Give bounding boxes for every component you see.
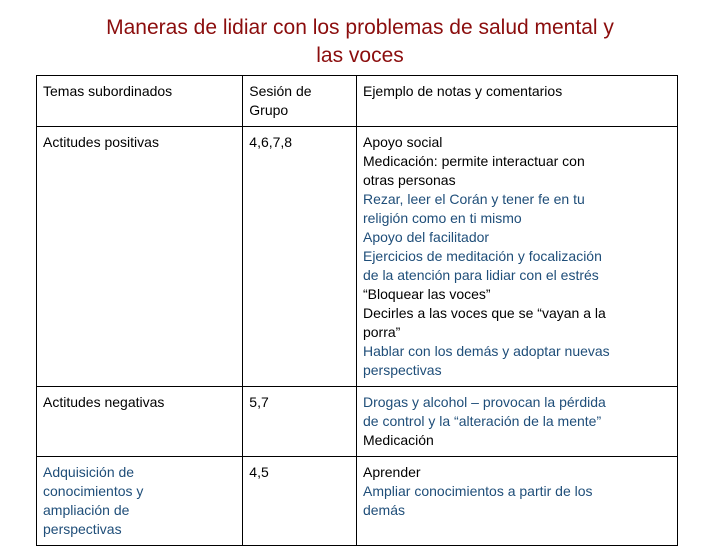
note-line: Apoyo social [362,134,443,150]
notes-cell [356,127,677,387]
table-row [37,387,678,457]
notes-cell [356,457,677,546]
session-text: 5,7 [249,394,269,410]
theme-text: Actitudes negativas [43,394,165,410]
note-line: de control y la “alteración de la mente” [362,413,602,429]
header-themes-label: Temas subordinados [43,83,173,99]
header-cell-session [243,76,357,127]
note-line: Medicación [362,432,434,448]
note-line: perspectivas [362,362,442,378]
session-cell [243,457,357,546]
header-cell-notes [356,76,677,127]
session-cell [243,127,357,387]
note-line: Aprender [362,464,421,480]
note-line: demás [362,502,406,518]
note-line: “Bloquear las voces” [362,286,491,302]
note-line: Medicación: permite interactuar con [362,153,585,169]
header-session-label-2: Grupo [249,102,289,118]
note-line: Ejercicios de meditación y focalización [362,248,602,264]
table-row [37,127,678,387]
page-title [30,14,690,70]
note-line: religión como en ti mismo [362,210,522,226]
header-notes-label: Ejemplo de notas y comentarios [362,83,563,99]
note-line: Decirles a las voces que se “vayan a la [362,305,606,321]
header-session-label-1: Sesión de [249,83,312,99]
session-cell [243,387,357,457]
title-line-2: las voces [316,44,404,67]
note-line: Drogas y alcohol – provocan la pérdida [362,394,606,410]
note-line: Apoyo del facilitador [362,229,490,245]
note-line: Rezar, leer el Corán y tener fe en tu [362,191,585,207]
note-line: otras personas [362,172,456,188]
session-text: 4,5 [249,464,269,480]
table-row [37,457,678,546]
notes-cell [356,387,677,457]
theme-cell [37,457,243,546]
theme-cell [37,387,243,457]
theme-cell [37,127,243,387]
theme-text: perspectivas [43,521,122,537]
theme-text: ampliación de [43,502,130,518]
themes-table [36,75,678,546]
theme-text: Actitudes positivas [43,134,159,150]
table-header-row [37,76,678,127]
title-line-1: Maneras de lidiar con los problemas de salud mental y [106,16,614,39]
session-text: 4,6,7,8 [249,134,293,150]
note-line: Ampliar conocimientos a partir de los [362,483,593,499]
header-cell-themes [37,76,243,127]
note-line: Hablar con los demás y adoptar nuevas [362,343,610,359]
note-line: de la atención para lidiar con el estrés [362,267,599,283]
theme-text: Adquisición de [43,464,135,480]
note-line: porra” [362,324,401,340]
theme-text: conocimientos y [43,483,144,499]
